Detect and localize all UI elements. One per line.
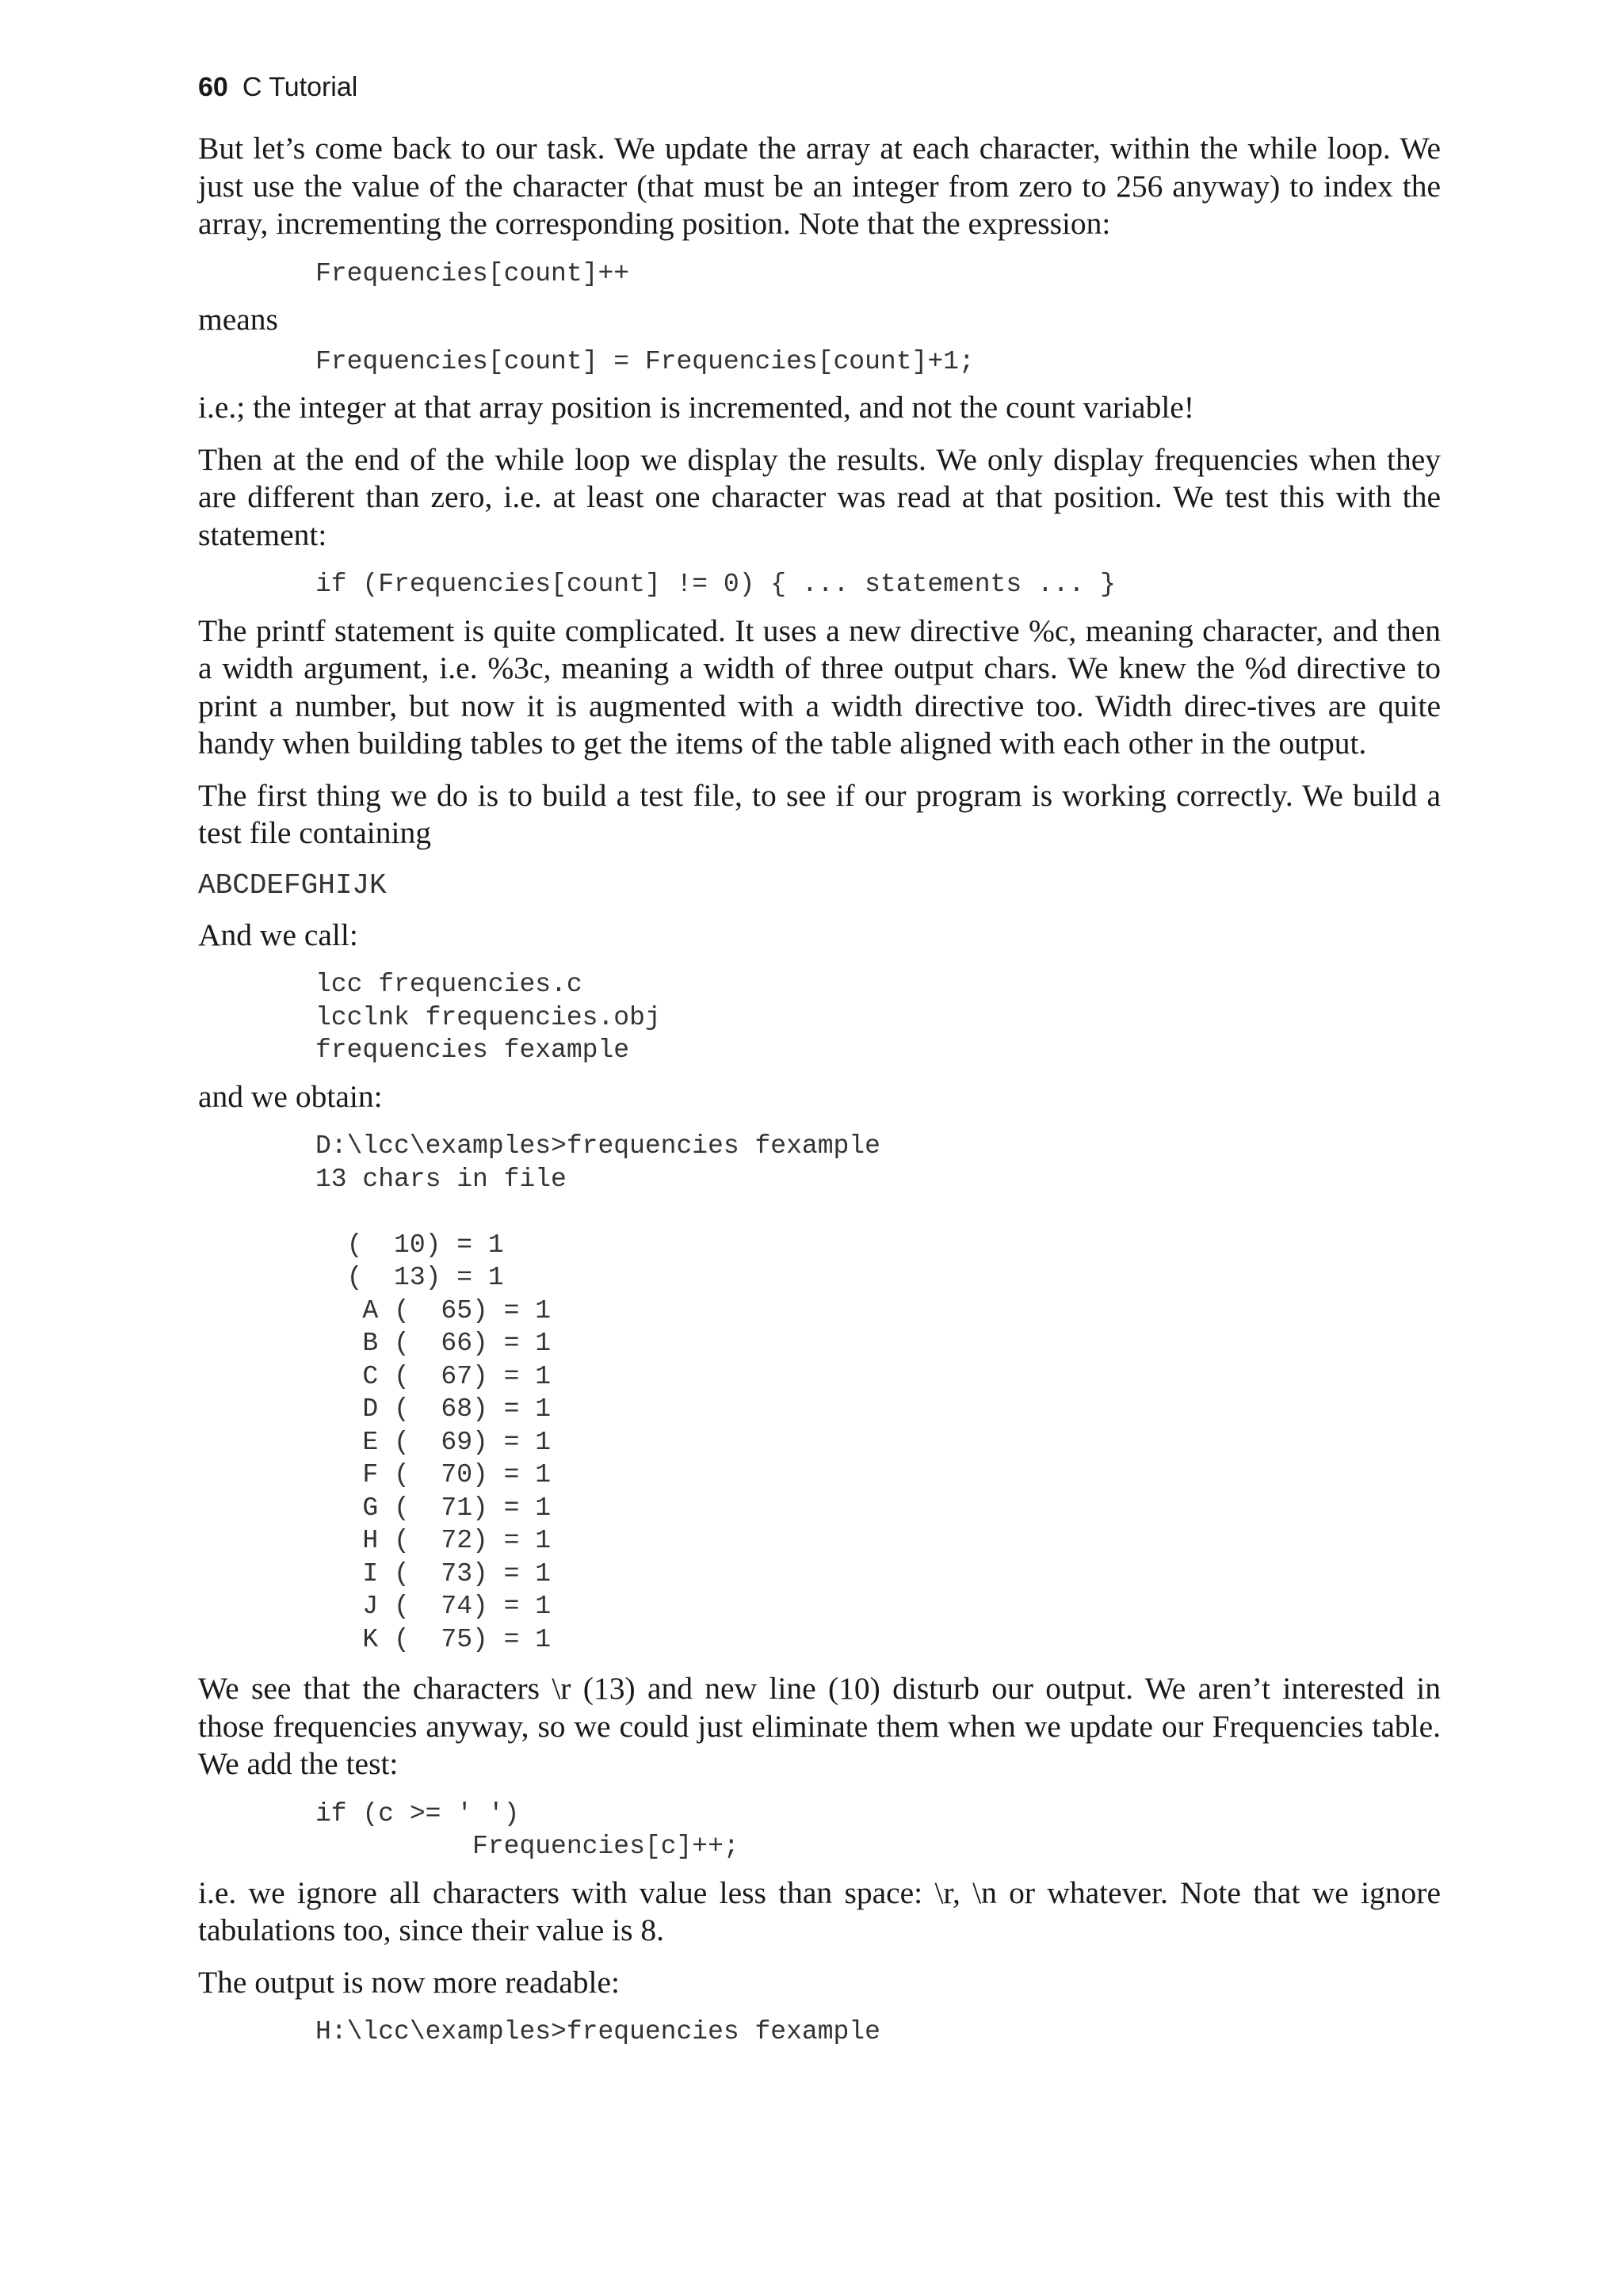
code-expanded-increment: Frequencies[count] = Frequencies[count]+1; bbox=[315, 346, 975, 376]
paragraph-and-we-call: And we call: bbox=[198, 917, 358, 952]
code-program-output: D:\lcc\examples>frequencies fexample 13 chars in file ( 10) = 1 ( 13) = 1 A ( 65) = 1 B ( 66) = 1 C ( 67) = 1 D ( 68) = 1 E ( 69) = 1 F ( 70) = 1 G ( 71) = 1 H ( 72) = 1 I ( 73) = 1 J ( 74) = 1 K ( 75) = 1 bbox=[315, 1131, 880, 1654]
paragraph-build-test-file: The first thing we do is to build a test file, to see if our program is working correctly. We build a test file containing bbox=[198, 777, 1441, 850]
paragraph-and-we-obtain: and we obtain: bbox=[198, 1078, 383, 1114]
paragraph-array-update: But let’s come back to our task. We update the array at each character, within the while loop. We just use the value of the character (that must be an integer from zero to 256 anyway) to index the array, incrementing the corresponding position. Note that the expression: bbox=[198, 131, 1441, 241]
test-file-content: ABCDEFGHIJK bbox=[198, 868, 387, 902]
paragraph-display-results: Then at the end of the while loop we display the results. We only display frequencies when they are different than zero, i.e. at least one character was read at that position. We test this with the statement: bbox=[198, 441, 1441, 552]
code-compile-commands: lcc frequencies.c lcclnk frequencies.obj frequencies fexample bbox=[315, 970, 661, 1065]
paragraph-output-readable: The output is now more readable: bbox=[198, 1964, 620, 2000]
code-increment-expression: Frequencies[count]++ bbox=[315, 258, 630, 288]
code-if-statement: if (Frequencies[count] != 0) { ... statements ... } bbox=[315, 570, 1116, 599]
paragraph-integer-incremented: i.e.; the integer at that array position is incremented, and not the count variable! bbox=[198, 390, 1194, 425]
running-header bbox=[198, 68, 1441, 106]
document-page bbox=[198, 68, 1441, 2060]
paragraph-means: means bbox=[198, 302, 278, 337]
code-final-command: H:\lcc\examples>frequencies fexample bbox=[315, 2017, 880, 2046]
paragraph-printf-directives: The printf statement is quite complicated. It uses a new directive %c, meaning character, and then a width argument, i.e. %3c, meaning a width of three output chars. We knew the %d directive to print a number, but now it is augmented with a width directive too. Width direc-tives are quite handy when building tables to get the items of the table aligned with each other in the output. bbox=[198, 612, 1441, 761]
paragraph-ignore-characters: i.e. we ignore all characters with value less than space: \r, \n or whatever. Note that we ignore tabulations too, since their value is 8. bbox=[198, 1875, 1441, 1947]
code-space-test: if (c >= ' ') Frequencies[c]++; bbox=[315, 1798, 739, 1861]
running-title: C Tutorial bbox=[242, 72, 358, 102]
page-number: 60 bbox=[198, 72, 228, 102]
paragraph-disturb-output: We see that the characters \r (13) and new line (10) disturb our output. We aren’t interested in those frequencies anyway, so we could just eliminate them when we update our Frequencies table. We add the test: bbox=[198, 1671, 1441, 1781]
